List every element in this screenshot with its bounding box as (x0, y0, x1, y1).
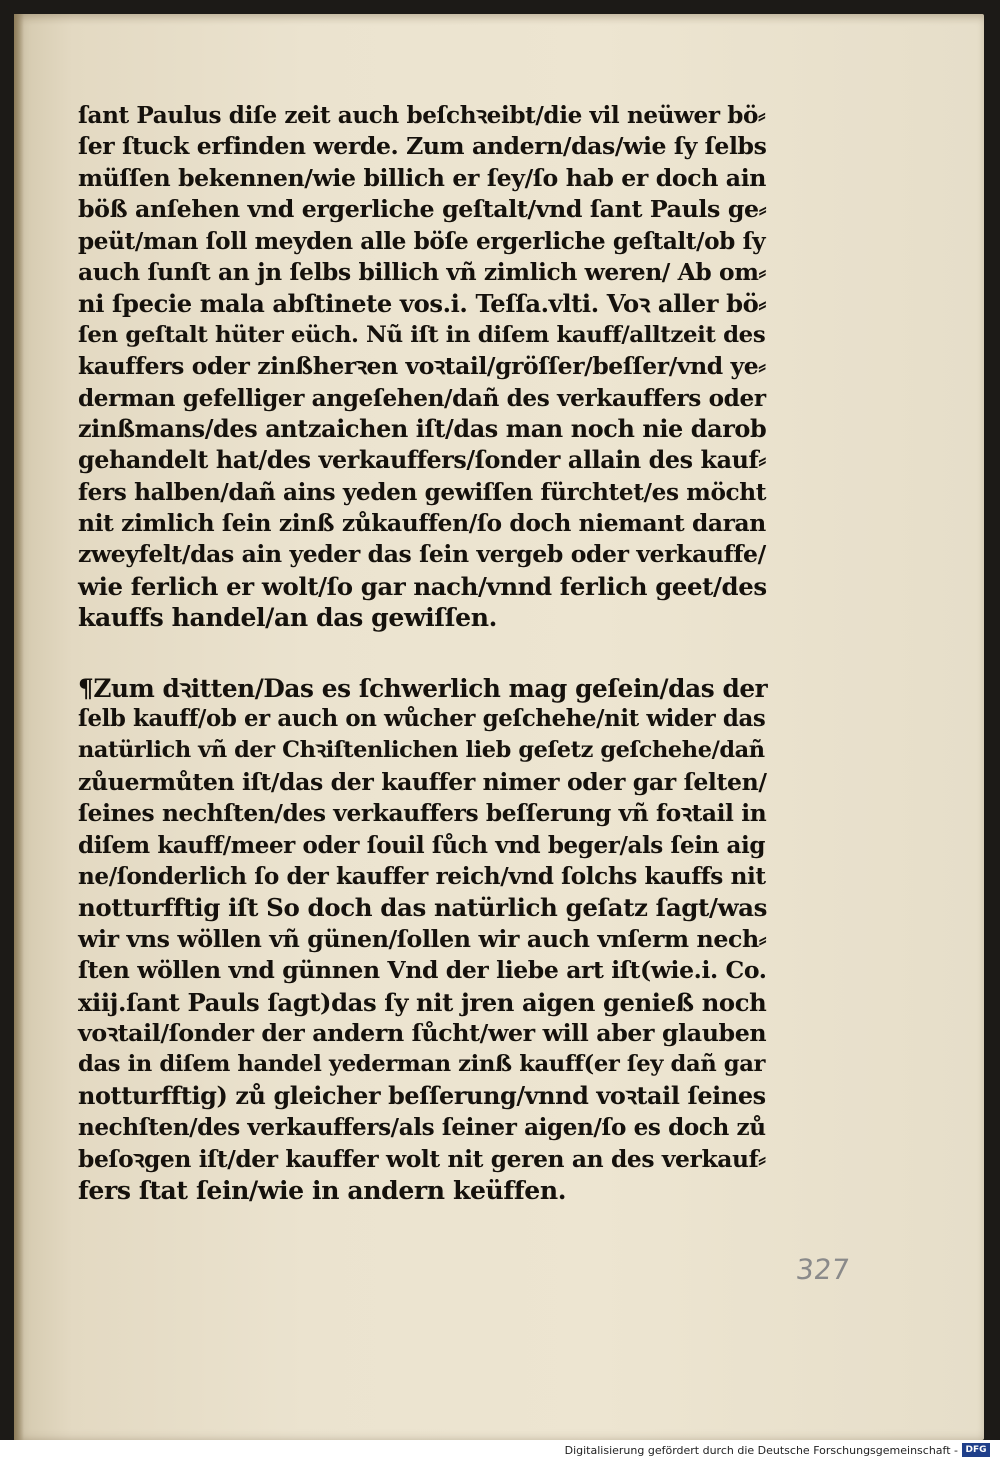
text-line: auch ſunſt an jn ſelbs billich vñ zimlich weren/ Ab om⸗ (78, 257, 766, 286)
dfg-logo: DFG (962, 1443, 990, 1457)
text-line: wir vns wöllen vñ günen/ſollen wir auch vnſerm nech⸗ (78, 924, 767, 953)
text-line: peüt/man ſoll meyden alle böſe ergerliche geſtalt/ob ſy (78, 227, 766, 255)
text-line: zůuermůten iſt/das der kauffer nimer oder gar ſelten/ (78, 767, 767, 796)
text-line: ſeines nechſten/des verkauffers beſſerung vñ foꝛtail in (78, 799, 767, 828)
text-line: ſten wöllen vnd günnen Vnd der liebe art iſt(wie.i. Co. (78, 956, 767, 985)
text-line: ſelb kauff/ob er auch on wůcher geſchehe/nit wider das (78, 706, 766, 733)
text-line: müſſen bekennen/wie billich er ſey/ſo hab er doch ain (78, 163, 767, 192)
paragraph-1 (78, 100, 778, 634)
page-gutter-shadow (14, 14, 24, 1440)
text-line: zweyfelt/das ain yeder das ſein vergeb oder verkauffe/ (78, 540, 766, 569)
text-line: ſant Paulus diſe zeit auch beſchꝛeibt/die vil neüwer bö⸗ (78, 102, 766, 129)
paragraph-gap (78, 634, 778, 673)
text-line: kauffers oder zinßherꝛen voꝛtail/gröſſer/beſſer/vnd ye⸗ (78, 352, 766, 381)
text-line: kauffs handel/an das gewiſſen. (78, 602, 497, 633)
text-line: fers halben/dañ ains yeden gewiſſen fürchtet/es möcht (78, 478, 767, 506)
text-line: gehandelt hat/des verkauffers/ſonder allain des kauf⸗ (78, 446, 766, 475)
text-line: xiij.ſant Pauls ſagt)das ſy nit jren aigen genieß noch (78, 987, 767, 1017)
text-line: fers ſtat ſein/wie in andern keüffen. (78, 1174, 567, 1205)
text-line: nit zimlich ſein zinß zůkauffen/ſo doch niemant daran (78, 509, 766, 538)
text-line: ſer ſtuck erfinden werde. Zum andern/das/wie ſy ſelbs (78, 132, 767, 161)
text-line: ni ſpecie mala abſtinete vos.i. Teſſa.vlti. Voꝛ aller bö⸗ (78, 289, 767, 319)
text-line: ſen geſtalt hüter eüch. Nũ iſt in diſem kauff/alltzeit des (78, 321, 766, 348)
text-line: voꝛtail/ſonder der andern ſůcht/wer will aber glauben (78, 1018, 767, 1047)
text-line: beſoꝛgen iſt/der kauffer wolt nit geren an des verkauf⸗ (78, 1144, 766, 1173)
text-line: das in diſem handel yederman zinß kauff(er ſey dañ gar (78, 1051, 766, 1078)
text-line: böß anſehen vnd ergerliche geſtalt/vnd ſant Pauls ge⸗ (78, 195, 767, 224)
text-line: derman gefelliger angeſehen/dañ des verkauffers oder (78, 384, 766, 412)
text-line: diſem kauff/meer oder ſouil ſůch vnd beger/als ſein aig (78, 831, 766, 859)
text-line: ¶Zum dꝛitten/Das es ſchwerlich mag geſein/das der (78, 673, 768, 703)
text-line: natürlich vñ der Chꝛiſtenlichen lieb geſetz geſchehe/dañ (78, 737, 765, 764)
text-line: notturfftig) zů gleicher beſſerung/vnnd voꝛtail ſeines (78, 1081, 766, 1110)
text-line: wie ferlich er wolt/ſo gar nach/vnnd ferlich geet/des (78, 571, 767, 601)
text-line: nechſten/des verkauffers/als ſeiner aigen/ſo es doch zů (78, 1114, 766, 1142)
folio-number: 327 (794, 1253, 852, 1286)
page-text (78, 100, 778, 1206)
funding-notice: Digitalisierung gefördert durch die Deutsche Forschungsgemeinschaft - (564, 1444, 958, 1457)
text-line: notturfftig iſt So doch das natürlich geſatz ſagt/was (78, 893, 768, 923)
paragraph-2 (78, 673, 778, 1207)
text-line: ne/ſonderlich ſo der kauffer reich/vnd ſolchs kauffs nit (78, 862, 766, 890)
text-line: zinßmans/des antzaichen iſt/das man noch nie darob (78, 414, 767, 443)
